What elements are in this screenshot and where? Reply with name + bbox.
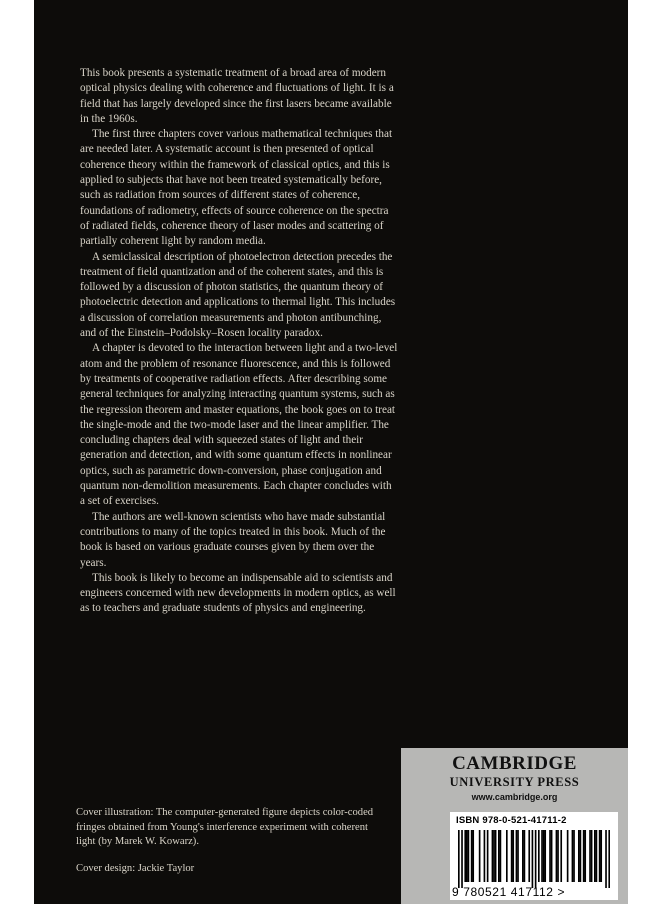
barcode-bar bbox=[605, 830, 607, 888]
barcode-bar bbox=[599, 830, 601, 882]
blurb-paragraph: A chapter is devoted to the interaction between light and a two-level atom and the problem of resonance fluorescence, and this is followed by treatments of cooperative radiation effects. After describing some general techniques for analyzing interacting quantum systems, such as the regression theorem and master equations, the book goes on to treat the single-mode and the two-mode laser and the linear amplifier. The concluding chapters deal with squeezed states of light and their generation and detection, and with some quantum effects in nonlinear optics, such as parametric down-conversion, phase conjugation and quantum non-demolition measurements. Each chapter concludes with a set of exercises. bbox=[80, 342, 398, 508]
cover-design-credit: Cover design: Jackie Taylor bbox=[76, 862, 195, 874]
barcode-bar bbox=[528, 830, 530, 882]
blurb-paragraph: The first three chapters cover various mathematical techniques that are needed later. A systematic account is then presented of optical coherence theory within the framework of classical optics, and this is applied to subjects that have not been treated systematically before, such as radiation from sources of different states of coherence, foundations of radiometry, effects of source coherence on the spectra of radiated fields, coherence theory of laser modes and scattering of partially coherent light by random media. bbox=[80, 128, 393, 248]
barcode-bar bbox=[532, 830, 534, 888]
barcode-bar bbox=[466, 830, 468, 882]
barcode-bar bbox=[578, 830, 580, 882]
barcode-bar bbox=[506, 830, 508, 882]
barcode-bar bbox=[551, 830, 553, 882]
barcode-bar bbox=[573, 830, 575, 882]
barcode-bar bbox=[567, 830, 569, 882]
barcode-bar bbox=[594, 830, 596, 882]
barcode-bar bbox=[464, 830, 466, 882]
blurb-paragraph: This book is likely to become an indispensable aid to scientists and engineers concerned with new developments in modern optics, as well as to teachers and graduate students of physics and engineering. bbox=[80, 571, 396, 615]
barcode-bar bbox=[461, 830, 463, 888]
barcode-bar bbox=[600, 830, 602, 882]
barcode-bar bbox=[591, 830, 593, 882]
barcode-bar bbox=[596, 830, 598, 882]
isbn-label: ISBN 978-0-521-41711-2 bbox=[456, 815, 567, 826]
barcode-bar bbox=[544, 830, 546, 882]
barcode-bar bbox=[487, 830, 489, 882]
barcode-bar bbox=[492, 830, 494, 882]
book-blurb bbox=[80, 66, 398, 617]
blurb-paragraph: The authors are well-known scientists who have made substantial contributions to many of the topics treated in this book. Much of the book is based on various graduate courses given by them over the years. bbox=[80, 510, 386, 569]
publisher-website: www.cambridge.org bbox=[471, 792, 558, 802]
barcode-bar bbox=[493, 830, 495, 882]
barcode-bar bbox=[589, 830, 591, 882]
cover-credits bbox=[76, 806, 376, 876]
barcode-icon bbox=[458, 830, 610, 888]
barcode-bar bbox=[495, 830, 497, 882]
publisher-name-line1: CAMBRIDGE bbox=[452, 753, 577, 774]
cover-illustration-credit: Cover illustration: The computer-generated figure depicts color-coded fringes obtained from Young's interference experiment with coherent light (by Marek W. Kowarz). bbox=[76, 807, 374, 848]
barcode-bar bbox=[516, 830, 518, 882]
barcode-bar bbox=[538, 830, 540, 882]
barcode-bar bbox=[560, 830, 562, 882]
barcode-digits: 9 780521 417112 > bbox=[452, 885, 566, 899]
barcode-bar bbox=[583, 830, 585, 882]
barcode-bar bbox=[479, 830, 481, 882]
barcode-bar bbox=[512, 830, 514, 882]
barcode-bar bbox=[557, 830, 559, 882]
barcode-bar bbox=[556, 830, 558, 882]
barcode-bar bbox=[522, 830, 524, 882]
barcode-bar bbox=[549, 830, 551, 882]
barcode-bar bbox=[541, 830, 543, 882]
barcode-bar bbox=[468, 830, 470, 882]
barcode-bar bbox=[517, 830, 519, 882]
barcode-bar bbox=[535, 830, 537, 888]
barcode-bar bbox=[580, 830, 582, 882]
barcode-bar bbox=[498, 830, 500, 882]
publisher-logo bbox=[401, 754, 628, 803]
barcode-bar bbox=[608, 830, 610, 888]
barcode-bar bbox=[584, 830, 586, 882]
barcode-bar bbox=[471, 830, 473, 882]
barcode-box bbox=[450, 812, 618, 900]
barcode-bar bbox=[472, 830, 474, 882]
blurb-paragraph: A semiclassical description of photoelectron detection precedes the treatment of field quantization and of the coherent states, and this is followed by a discussion of photon statistics, the quantum theory of photoelectric detection and applications to thermal light. This includes a discussion of correlation measurements and photon antibunching, and of the Einstein–Podolsky–Rosen locality paradox. bbox=[80, 250, 396, 340]
blurb-paragraph: This book presents a systematic treatment of a broad area of modern optical physics dealing with coherence and fluctuations of light. It is a field that has largely developed since the first lasers became available in the 1960s. bbox=[80, 67, 394, 125]
barcode-bar bbox=[484, 830, 486, 882]
barcode-bar bbox=[572, 830, 574, 882]
barcode-bar bbox=[543, 830, 545, 882]
barcode-bar bbox=[511, 830, 513, 882]
barcode-bar bbox=[458, 830, 460, 888]
barcode-bar bbox=[500, 830, 502, 882]
publisher-name-line2: UNIVERSITY PRESS bbox=[449, 775, 580, 789]
publisher-panel bbox=[401, 748, 628, 904]
barcode-bar bbox=[524, 830, 526, 882]
